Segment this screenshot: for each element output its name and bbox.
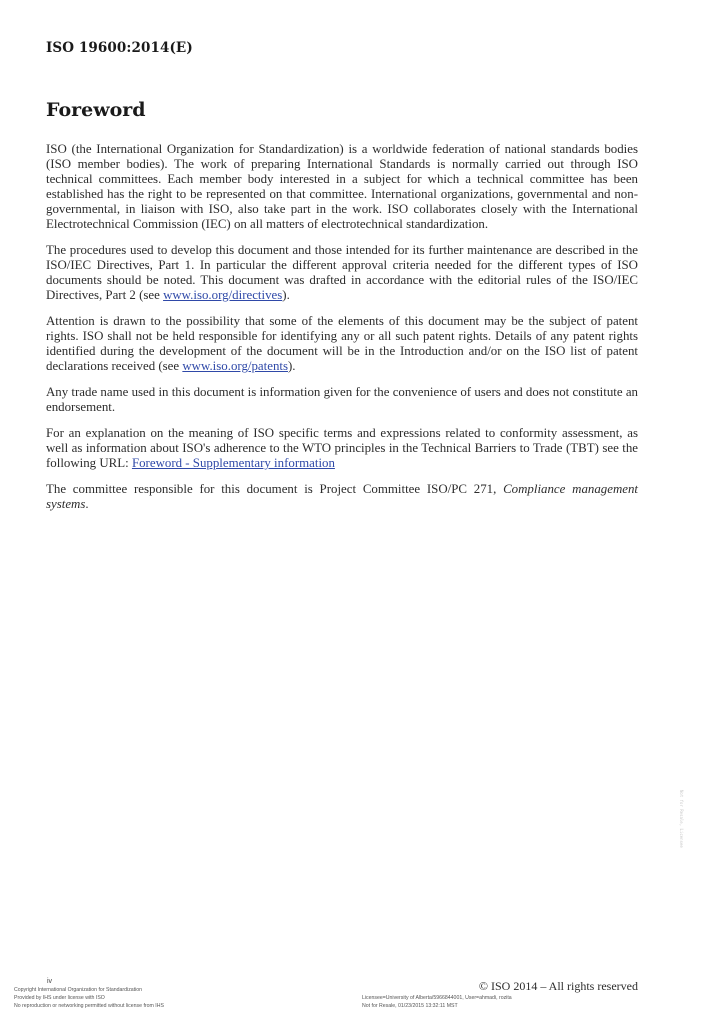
paragraph-patents: Attention is drawn to the possibility that some of the elements of this document may be the subject of patent rights. ISO shall not be held responsible for identifying any or all such patent rights. Details of any patent rights identified during the development of the document will be in the Introduction and/or on the ISO list of patent declarations received (see www.iso.org/patents). [46, 314, 638, 373]
committee-title: Compliance management systems [46, 482, 639, 511]
footer-line: No reproduction or networking permitted without license from IHS [14, 1003, 164, 1009]
paragraph-iso-intro: ISO (the International Organization for Standardization) is a worldwide federation of national standards bodies (ISO member bodies). The work of preparing International Standards is normally carried out through ISO technical committees. Each member body interested in a subject for which a technical committee has been established has the right to be represented on that committee. International organizations, governmental and non-governmental, in liaison with ISO, also take part in the work. ISO collaborates closely with the International Electrotechnical Commission (IEC) on all matters of electrotechnical standardization. [46, 142, 638, 231]
license-line: Licensee=University of Alberta/5966844001, User=ahmadi, rozita [362, 995, 512, 1001]
supplementary-information-link[interactable]: Foreword - Supplementary information [131, 456, 335, 470]
foreword-body [46, 142, 638, 523]
paragraph-procedures: The procedures used to develop this document and those intended for its further maintenance are described in the ISO/IEC Directives, Part 1. In particular the different approval criteria needed for the different types of ISO documents should be noted. This document was drafted in accordance with the editorial rules of the ISO/IEC Directives, Part 2 (see www.iso.org/directives). [46, 243, 638, 302]
directives-link[interactable]: www.iso.org/directives [163, 288, 283, 302]
paragraph-committee: The committee responsible for this document is Project Committee ISO/PC 271, Compliance management systems. [46, 482, 639, 511]
document-identifier: ISO 19600:2014(E) [46, 40, 193, 56]
patents-link[interactable]: www.iso.org/patents [182, 359, 288, 373]
footer-line: Provided by IHS under license with ISO [14, 995, 105, 1001]
license-line: Not for Resale, 01/23/2015 13:32:11 MST [362, 1003, 458, 1009]
footer-copyright-notice [14, 986, 314, 1010]
paragraph-trade-name: Any trade name used in this document is information given for the convenience of users and does not constitute an endorsement. [46, 385, 638, 414]
license-stamp [362, 994, 662, 1010]
page-number: iv [47, 978, 53, 985]
side-watermark: Not for Resale, Licensee [679, 790, 684, 848]
copyright-statement: © ISO 2014 – All rights reserved [478, 979, 638, 993]
footer-line: Copyright International Organization for Standardization [14, 987, 143, 993]
section-title: Foreword [46, 99, 146, 121]
paragraph-conformity: For an explanation on the meaning of ISO specific terms and expressions related to conformity assessment, as well as information about ISO's adherence to the WTO principles in the Technical Barriers to Trade (TBT) see the following URL: Foreword - Supplementary information [46, 426, 638, 470]
